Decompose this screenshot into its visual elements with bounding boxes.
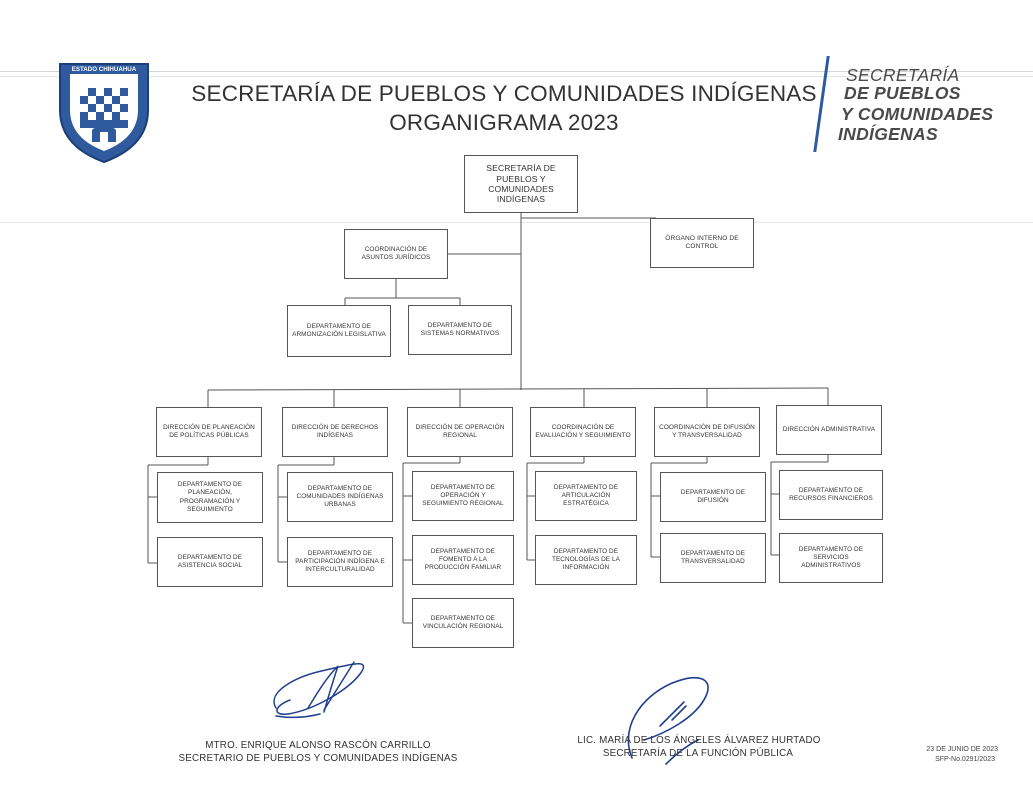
org-box-department: DEPARTAMENTO DE RECURSOS FINANCIEROS bbox=[779, 470, 883, 520]
org-box-department: DEPARTAMENTO DE FOMENTO A LA PRODUCCIÓN FAMILIAR bbox=[412, 535, 514, 585]
org-box-directorate: COORDINACIÓN DE EVALUACIÓN Y SEGUIMIENTO bbox=[530, 407, 636, 457]
org-box-root: SECRETARÍA DE PUEBLOS Y COMUNIDADES INDÍGENAS bbox=[464, 155, 578, 213]
page-title: SECRETARÍA DE PUEBLOS Y COMUNIDADES INDÍGENAS bbox=[191, 81, 817, 106]
org-box-legal-dept: DEPARTAMENTO DE SISTEMAS NORMATIVOS bbox=[408, 305, 512, 355]
approval-reference: SFP-No.0291/2023 bbox=[935, 756, 995, 763]
org-box-legal-dept: DEPARTAMENTO DE ARMONIZACIÓN LEGISLATIVA bbox=[287, 305, 391, 357]
org-box-department: DEPARTAMENTO DE VINCULACIÓN REGIONAL bbox=[412, 598, 514, 648]
brand-text-line1: SECRETARÍA bbox=[846, 65, 960, 85]
signatory-right-name: LIC. MARÍA DE LOS ÁNGELES ÁLVAREZ HURTADO bbox=[577, 735, 821, 746]
brand-text-line4: INDÍGENAS bbox=[838, 124, 938, 144]
seal-top-text: ESTADO CHIHUAHUA bbox=[71, 66, 137, 73]
org-box-department: DEPARTAMENTO DE TRANSVERSALIDAD bbox=[660, 533, 766, 583]
org-box-department: DEPARTAMENTO DE PARTICIPACIÓN INDÍGENA E INTERCULTURALIDAD bbox=[287, 537, 393, 587]
signatory-left-name: MTRO. ENRIQUE ALONSO RASCÓN CARRILLO bbox=[205, 740, 431, 751]
org-box-department: DEPARTAMENTO DE SERVICIOS ADMINISTRATIVOS bbox=[779, 533, 883, 583]
signature-left-icon bbox=[268, 648, 378, 724]
org-box-directorate: COORDINACIÓN DE DIFUSIÓN Y TRANSVERSALIDAD bbox=[654, 407, 760, 457]
org-box-directorate: DIRECCIÓN ADMINISTRATIVA bbox=[776, 405, 882, 455]
org-box-internal-control: ÓRGANO INTERNO DE CONTROL bbox=[650, 218, 754, 268]
approval-date: 23 DE JUNIO DE 2023 bbox=[926, 746, 998, 753]
org-box-department: DEPARTAMENTO DE TECNOLOGÍAS DE LA INFORMACIÓN bbox=[535, 535, 637, 585]
org-box-directorate: DIRECCIÓN DE OPERACIÓN REGIONAL bbox=[407, 407, 513, 457]
org-box-department: DEPARTAMENTO DE PLANEACIÓN, PROGRAMACIÓN Y SEGUIMIENTO bbox=[157, 472, 263, 523]
org-box-directorate: DIRECCIÓN DE PLANEACIÓN DE POLÍTICAS PÚBLICAS bbox=[156, 407, 262, 457]
org-box-legal-coordination: COORDINACIÓN DE ASUNTOS JURÍDICOS bbox=[344, 229, 448, 279]
org-box-department: DEPARTAMENTO DE ASISTENCIA SOCIAL bbox=[157, 537, 263, 587]
brand-text-line3: Y COMUNIDADES bbox=[841, 104, 994, 124]
org-box-department: DEPARTAMENTO DE ARTICULACIÓN ESTRATÉGICA bbox=[535, 471, 637, 521]
brand-text-line2: DE PUEBLOS bbox=[844, 83, 961, 103]
org-box-department: DEPARTAMENTO DE COMUNIDADES INDÍGENAS URBANAS bbox=[287, 472, 393, 522]
signatory-left-role: SECRETARIO DE PUEBLOS Y COMUNIDADES INDÍGENAS bbox=[178, 753, 458, 764]
org-box-department: DEPARTAMENTO DE OPERACIÓN Y SEGUIMIENTO REGIONAL bbox=[412, 471, 514, 521]
page-subtitle: ORGANIGRAMA 2023 bbox=[389, 110, 619, 135]
org-box-directorate: DIRECCIÓN DE DERECHOS INDÍGENAS bbox=[282, 407, 388, 457]
org-box-department: DEPARTAMENTO DE DIFUSIÓN bbox=[660, 472, 766, 522]
signatory-right-role: SECRETARÍA DE LA FUNCIÓN PÚBLICA bbox=[602, 748, 794, 759]
